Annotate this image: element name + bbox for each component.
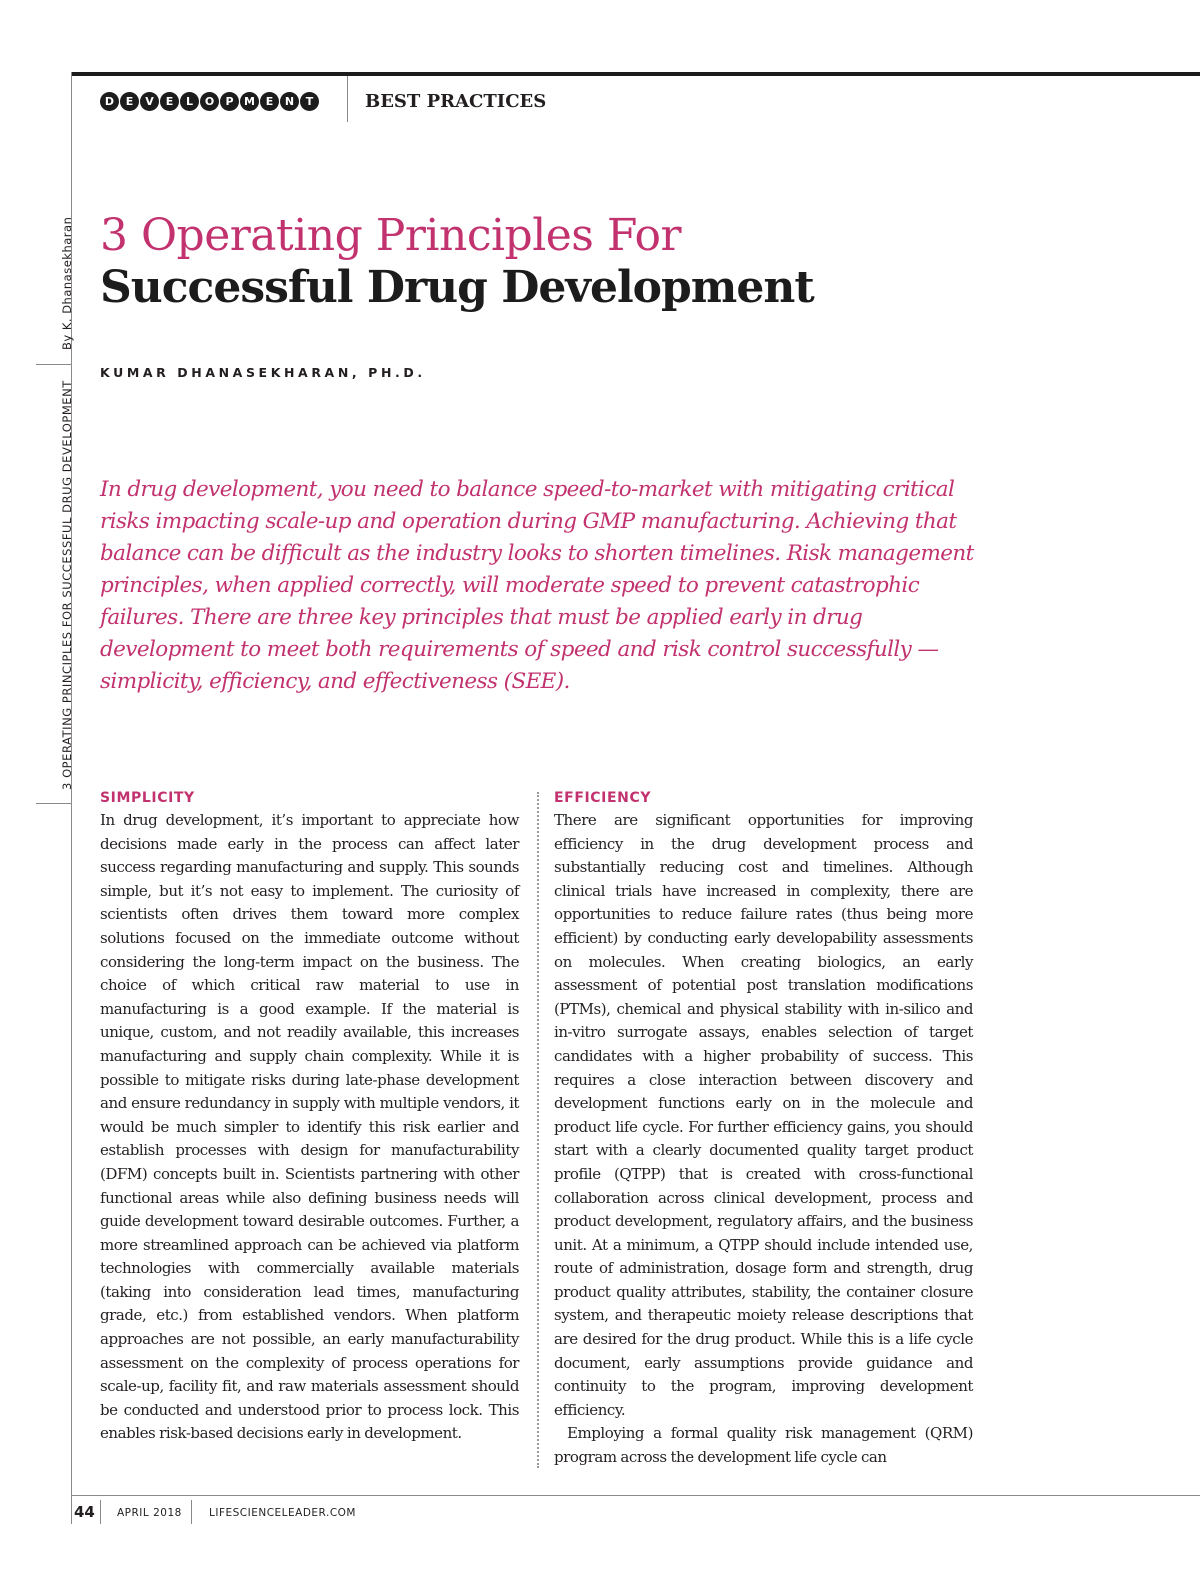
- section-letter: M: [240, 92, 259, 111]
- page-number: 44: [74, 1503, 95, 1521]
- top-rule: [72, 72, 1200, 76]
- section-letter: V: [140, 92, 159, 111]
- article-title-line2: Successful Drug Development: [100, 262, 814, 313]
- author-byline: KUMAR DHANASEKHARAN, PH.D.: [100, 365, 426, 380]
- section-label: BEST PRACTICES: [365, 91, 547, 112]
- body-paragraph: Employing a formal quality risk management (QRM) program across the development life cycle can: [554, 1424, 973, 1467]
- section-letter: L: [180, 92, 199, 111]
- sidebar-divider: [36, 364, 72, 365]
- section-letter: P: [220, 92, 239, 111]
- section-letter: E: [160, 92, 179, 111]
- sidebar-divider: [36, 803, 72, 804]
- section-letter: E: [120, 92, 139, 111]
- footer-divider: [191, 1500, 192, 1524]
- section-letter: O: [200, 92, 219, 111]
- header-divider: [347, 76, 348, 122]
- section-tag: [100, 92, 319, 111]
- section-letter: D: [100, 92, 119, 111]
- body-paragraph: There are significant opportunities for improving efficiency in the drug development process and substantially reducing cost and timelines. Although clinical trials have increased in complexity, there are opportunities to reduce failure rates (thus being more efficient) by conducting early developability assessments on molecules. When creating biologics, an early assessment of potential post translation modifications (PTMs), chemical and physical stability with in-silico and in-vitro surrogate assays, enables selection of target candidates with a higher probability of success. This requires a close interaction between discovery and development functions early on in the molecule and product life cycle. For further efficiency gains, you should start with a clearly documented quality target product profile (QTPP) that is created with cross-functional collaboration across clinical development, process and product development, regulatory affairs, and the business unit. At a minimum, a QTPP should include intended use, route of administration, dosage form and strength, drug product quality attributes, stability, the container closure system, and therapeutic moiety release descriptions that are desired for the drug product. While this is a life cycle document, early assumptions provide guidance and continuity to the program, improving development efficiency.: [554, 811, 973, 1419]
- running-title: 3 OPERATING PRINCIPLES FOR SUCCESSFUL DRUG DEVELOPMENT: [60, 380, 74, 790]
- column-simplicity: [100, 788, 519, 1446]
- standfirst: In drug development, you need to balance speed-to-market with mitigating critical risks impacting scale-up and operation during GMP manufacturing. Achieving that balance can be difficult as the industry looks to shorten timelines. Risk management principles, when applied correctly, will moderate speed to prevent catastrophic failures. There are three key principles that must be applied early in drug development to meet both requirements of speed and risk control successfully — simplicity, efficiency, and effectiveness (SEE).: [100, 477, 974, 694]
- footer-divider: [100, 1500, 101, 1524]
- website-link[interactable]: LIFESCIENCELEADER.COM: [209, 1507, 356, 1519]
- column-divider: [537, 792, 539, 1468]
- column-efficiency: [554, 788, 973, 1470]
- body-paragraph: In drug development, it’s important to appreciate how decisions made early in the process can affect later success regarding manufacturing and supply. This sounds simple, but it’s not easy to implement. The curiosity of scientists often drives them toward more complex solutions focused on the immediate outcome without considering the long-term impact on the business. The choice of which critical raw material to use in manufacturing is a good example. If the material is unique, custom, and not readily available, this increases manufacturing and supply chain complexity. While it is possible to mitigate risks during late-phase development and ensure redundancy in supply with multiple vendors, it would be much simpler to identify this risk earlier and establish processes with design for manufacturability (DFM) concepts built in. Scientists partnering with other functional areas while also defining business needs will guide development toward desirable outcomes. Further, a more streamlined approach can be achieved via platform technologies with commercially available materials (taking into consideration lead times, manufacturing grade, etc.) from established vendors. When platform approaches are not possible, an early manufacturability assessment on the complexity of process operations for scale-up, facility fit, and raw materials assessment should be conducted and understood prior to process lock. This enables risk-based decisions early in development.: [100, 811, 519, 1443]
- section-heading: SIMPLICITY: [100, 790, 195, 806]
- issue-date: APRIL 2018: [117, 1507, 182, 1519]
- running-author: By K. Dhanasekharan: [60, 216, 74, 350]
- article-title-line1: 3 Operating Principles For: [100, 210, 682, 261]
- section-letter: N: [280, 92, 299, 111]
- section-letter: T: [300, 92, 319, 111]
- footer-rule: [72, 1495, 1200, 1496]
- section-letter: E: [260, 92, 279, 111]
- section-heading: EFFICIENCY: [554, 790, 652, 806]
